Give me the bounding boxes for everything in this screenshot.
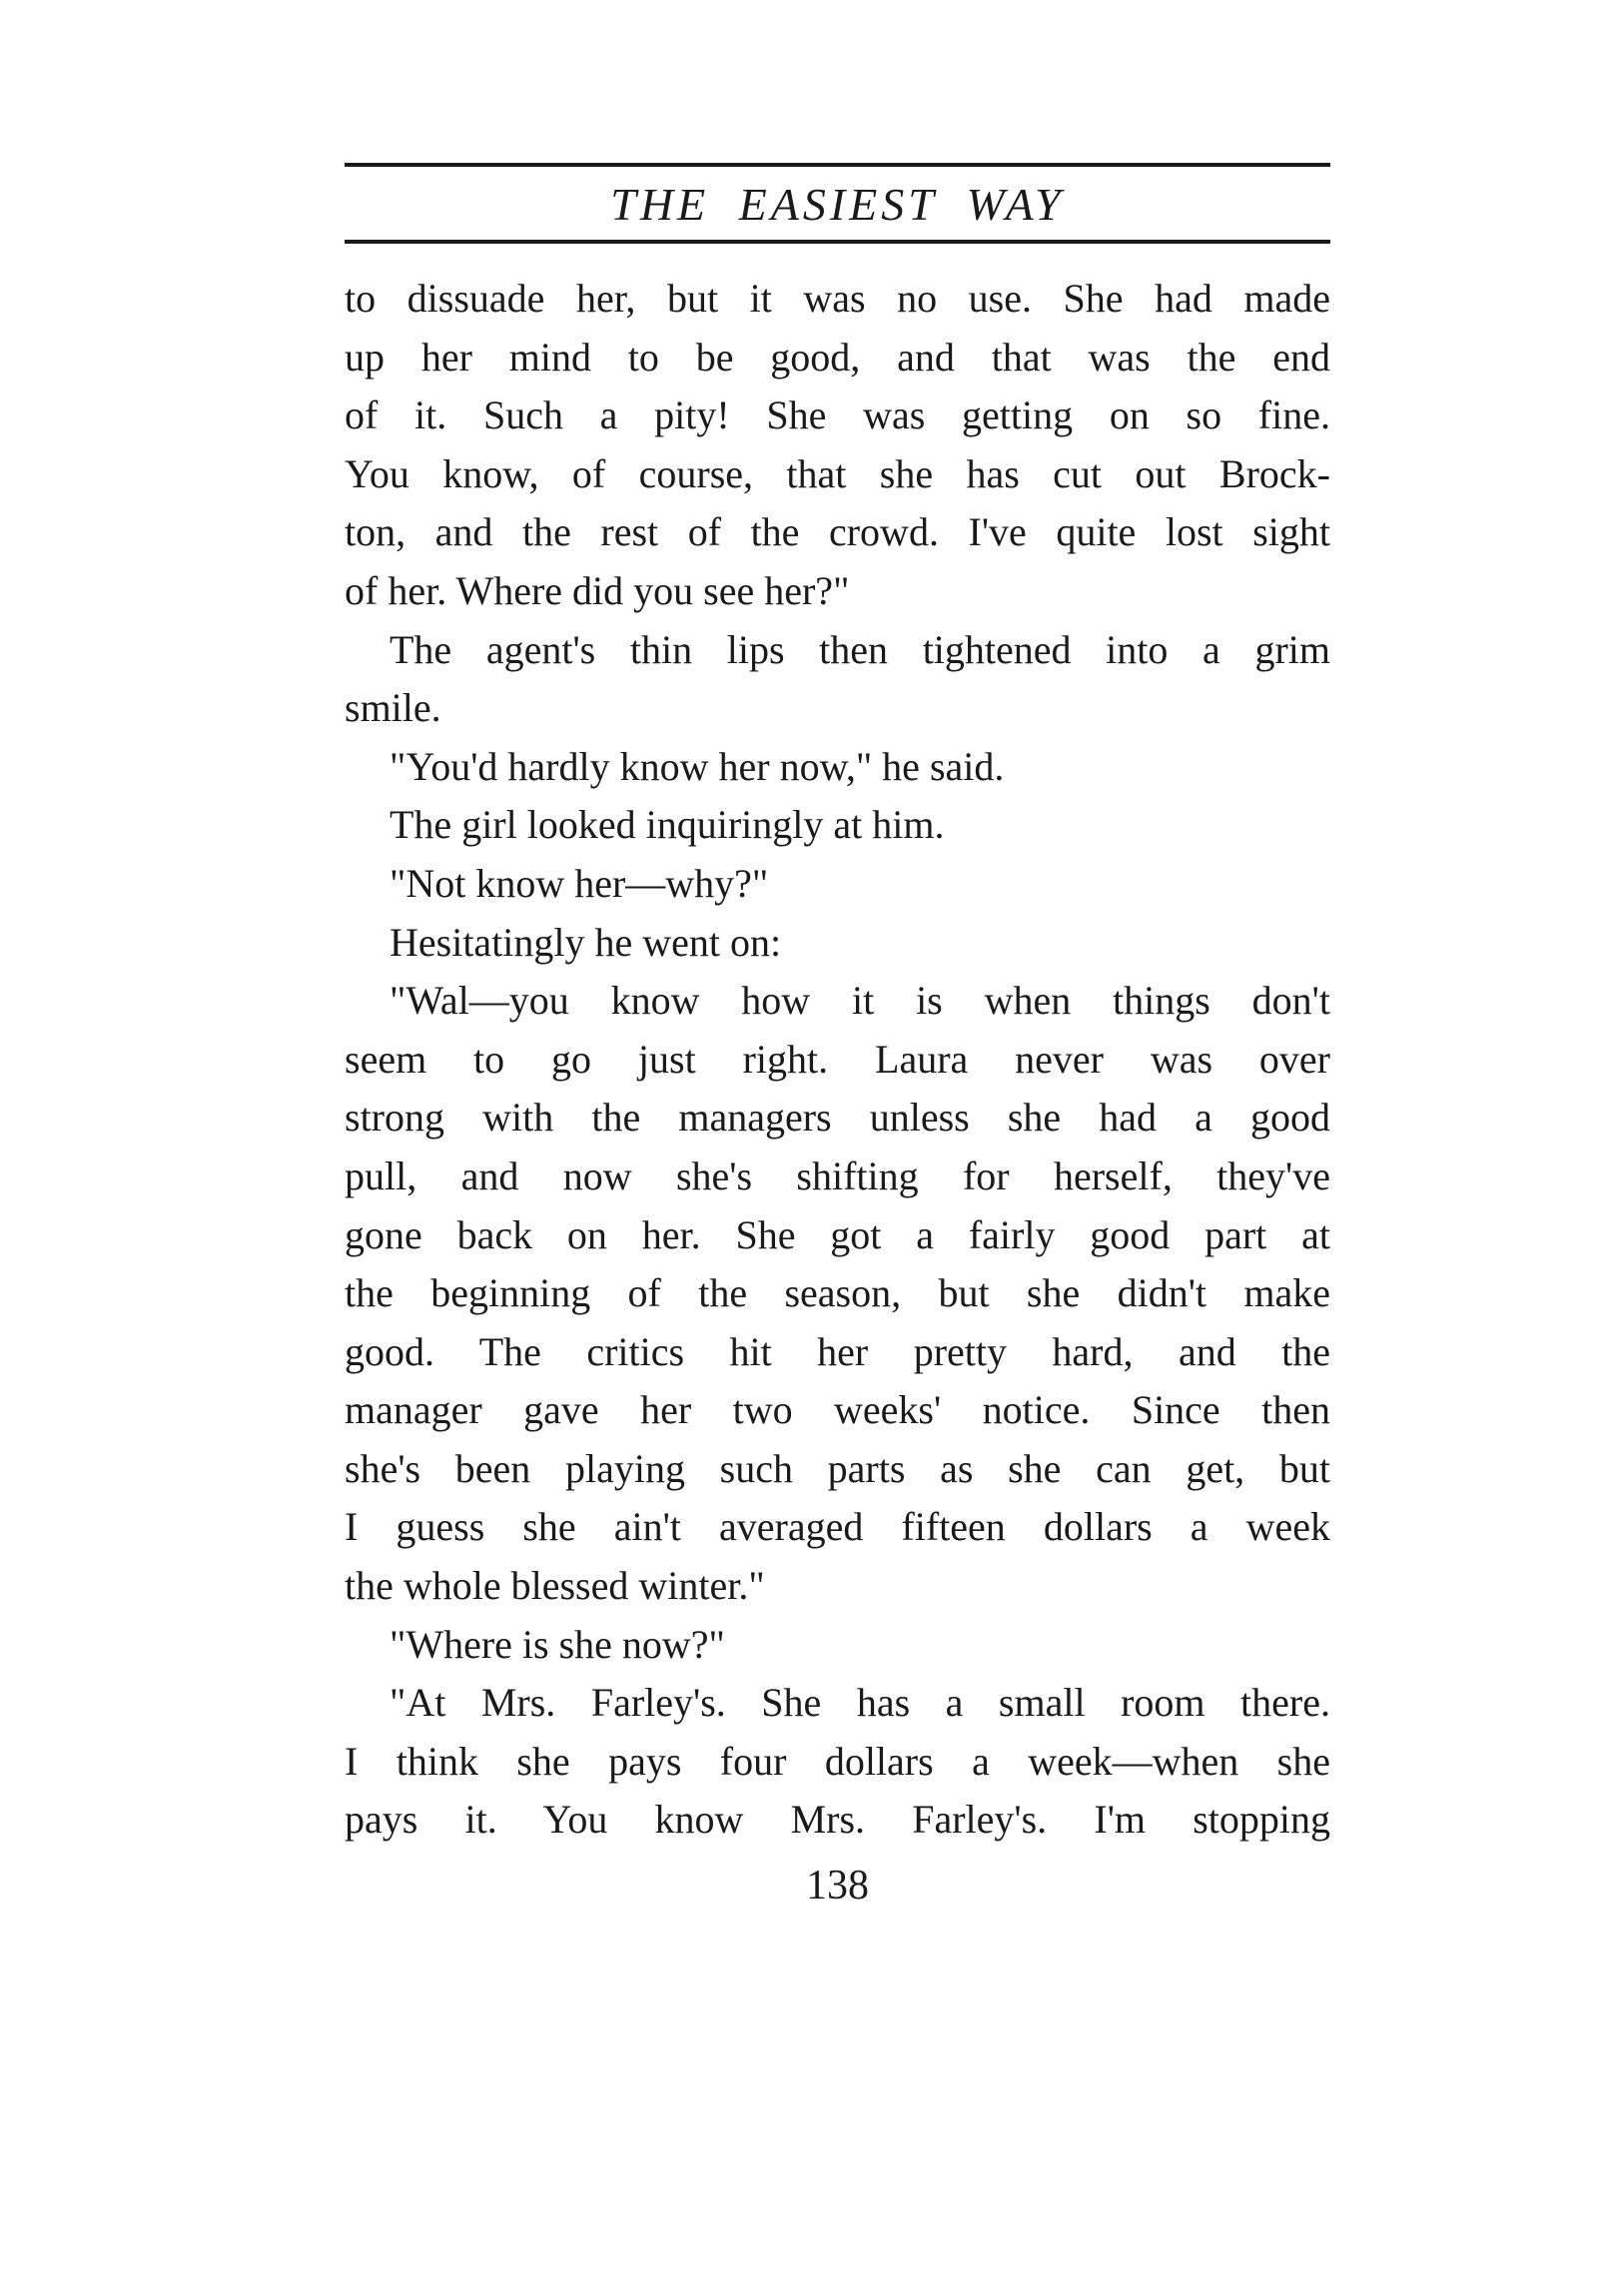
running-title: THE EASIEST WAY <box>610 179 1065 230</box>
text-line: to dissuade her, but it was no use. She had made <box>345 276 1330 321</box>
text-line: of her. Where did you see her?" <box>345 567 850 613</box>
header-rule-top <box>345 163 1330 167</box>
text-line: "Where is she now?" <box>390 1621 725 1667</box>
header-rule-bottom <box>345 240 1330 244</box>
text-line: "Not know her—why?" <box>390 860 769 906</box>
body-text <box>345 270 1330 1850</box>
text-line: the beginning of the season, but she didn't make <box>345 1270 1330 1316</box>
page-header <box>345 163 1330 245</box>
text-line: ton, and the rest of the crowd. I've quite lost sight <box>345 509 1330 555</box>
text-line: pays it. You know Mrs. Farley's. I'm stopping <box>345 1797 1330 1843</box>
text-line: "Wal—you know how it is when things don't <box>390 978 1330 1024</box>
text-line: You know, of course, that she has cut out Brock- <box>345 450 1330 496</box>
text-line: gone back on her. She got a fairly good part at <box>345 1211 1330 1257</box>
text-line: seem to go just right. Laura never was over <box>345 1036 1330 1082</box>
text-line: good. The critics hit her pretty hard, and the <box>345 1328 1330 1374</box>
text-line: strong with the managers unless she had a good <box>345 1095 1330 1141</box>
text-line: up her mind to be good, and that was the end <box>345 334 1330 380</box>
text-line: smile. <box>345 685 441 731</box>
text-line: The agent's thin lips then tightened into a grim <box>390 626 1330 672</box>
text-line: manager gave her two weeks' notice. Since then <box>345 1387 1330 1433</box>
text-line: "You'd hardly know her now," he said. <box>390 743 1005 789</box>
text-line: I guess she ain't averaged fifteen dollars a week <box>345 1504 1330 1550</box>
text-line: pull, and now she's shifting for herself, they've <box>345 1152 1330 1198</box>
text-line: the whole blessed winter." <box>345 1563 765 1609</box>
text-line: of it. Such a pity! She was getting on so fine. <box>345 392 1330 438</box>
text-line: I think she pays four dollars a week—when she <box>345 1738 1330 1784</box>
text-line: "At Mrs. Farley's. She has a small room there. <box>390 1680 1330 1726</box>
text-line: The girl looked inquiringly at him. <box>390 802 945 848</box>
page-number: 138 <box>806 1863 869 1909</box>
text-line: she's been playing such parts as she can get, but <box>345 1445 1330 1491</box>
text-line: Hesitatingly he went on: <box>390 919 782 965</box>
